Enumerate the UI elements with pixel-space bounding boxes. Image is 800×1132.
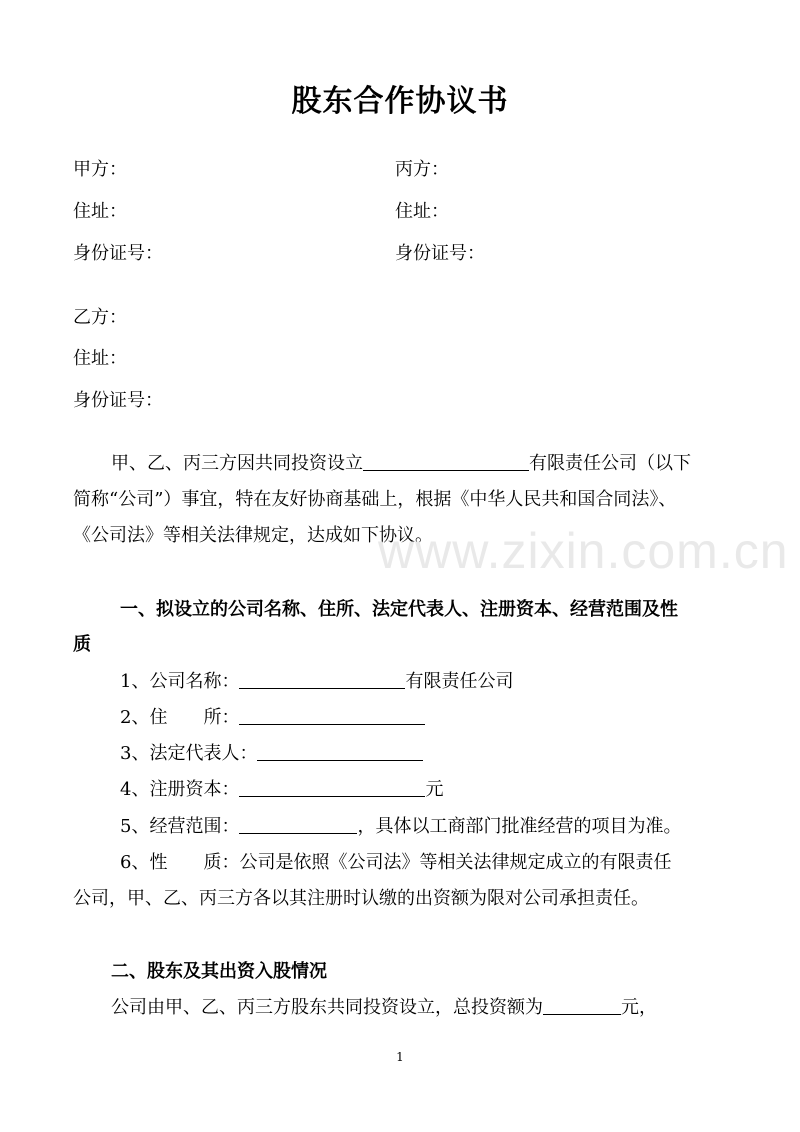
document-title: 股东合作协议书 <box>291 84 509 119</box>
intro-line-1-text-a: 甲、乙、丙三方因共同投资设立 <box>111 453 363 474</box>
item-3-legal-rep <box>120 742 423 766</box>
item-3-label: 3、法定代表人： <box>120 743 258 764</box>
item-5-label: 5、经营范围： <box>120 816 240 837</box>
item-1-company-name <box>120 670 513 694</box>
party-a-name-label: 甲方： <box>73 159 127 180</box>
item-6-nature-line-2: 公司，甲、乙、丙三方各以其注册时认缴的出资额为限对公司承担责任。 <box>73 888 649 909</box>
item-5-suffix: ，具体以工商部门批准经营的项目为准。 <box>357 816 682 837</box>
item-2-blank <box>239 706 425 725</box>
section-2-heading: 二、股东及其出资入股情况 <box>111 961 327 982</box>
party-a-address-label: 住址： <box>73 201 127 222</box>
party-c-address-label: 住址： <box>395 201 449 222</box>
page-number: 1 <box>396 1050 404 1064</box>
intro-line-1 <box>111 452 691 476</box>
item-1-blank <box>239 670 405 689</box>
total-investment-blank <box>543 996 621 1015</box>
intro-line-1-text-b: 有限责任公司（以下 <box>529 453 691 474</box>
section-2-paragraph <box>111 996 657 1020</box>
party-b-address-label: 住址： <box>73 348 127 369</box>
party-c-id-label: 身份证号： <box>395 243 485 264</box>
item-1-suffix: 有限责任公司 <box>405 671 514 692</box>
item-2-label: 2、住 所： <box>120 707 240 728</box>
item-6-nature-line-1: 6、性 质：公司是依照《公司法》等相关法律规定成立的有限责任 <box>120 852 672 873</box>
item-1-label: 1、公司名称： <box>120 671 240 692</box>
section-1-heading: 一、拟设立的公司名称、住所、法定代表人、注册资本、经营范围及性 <box>120 599 678 620</box>
item-5-blank <box>239 815 357 834</box>
party-a-id-label: 身份证号： <box>73 243 163 264</box>
item-3-blank <box>257 742 423 761</box>
intro-line-2: 简称“公司”）事宜，特在友好协商基础上，根据《中华人民共和国合同法》、 <box>73 489 677 510</box>
company-name-blank <box>363 452 529 471</box>
party-c-name-label: 丙方： <box>395 159 449 180</box>
item-4-label: 4、注册资本： <box>120 779 240 800</box>
item-5-business-scope <box>120 815 681 839</box>
item-4-blank <box>239 778 425 797</box>
watermark: www.zixin.com.cn <box>378 523 789 579</box>
item-2-address <box>120 706 425 730</box>
item-4-suffix: 元 <box>425 779 444 800</box>
section-1-heading-cont: 质 <box>73 634 91 655</box>
section-2-text-a: 公司由甲、乙、丙三方股东共同投资设立，总投资额为 <box>111 997 543 1018</box>
party-b-name-label: 乙方： <box>73 307 127 328</box>
section-2-text-b: 元， <box>621 997 657 1018</box>
party-b-id-label: 身份证号： <box>73 390 163 411</box>
intro-line-3: 《公司法》等相关法律规定，达成如下协议。 <box>73 525 433 546</box>
item-4-registered-capital <box>120 778 443 802</box>
